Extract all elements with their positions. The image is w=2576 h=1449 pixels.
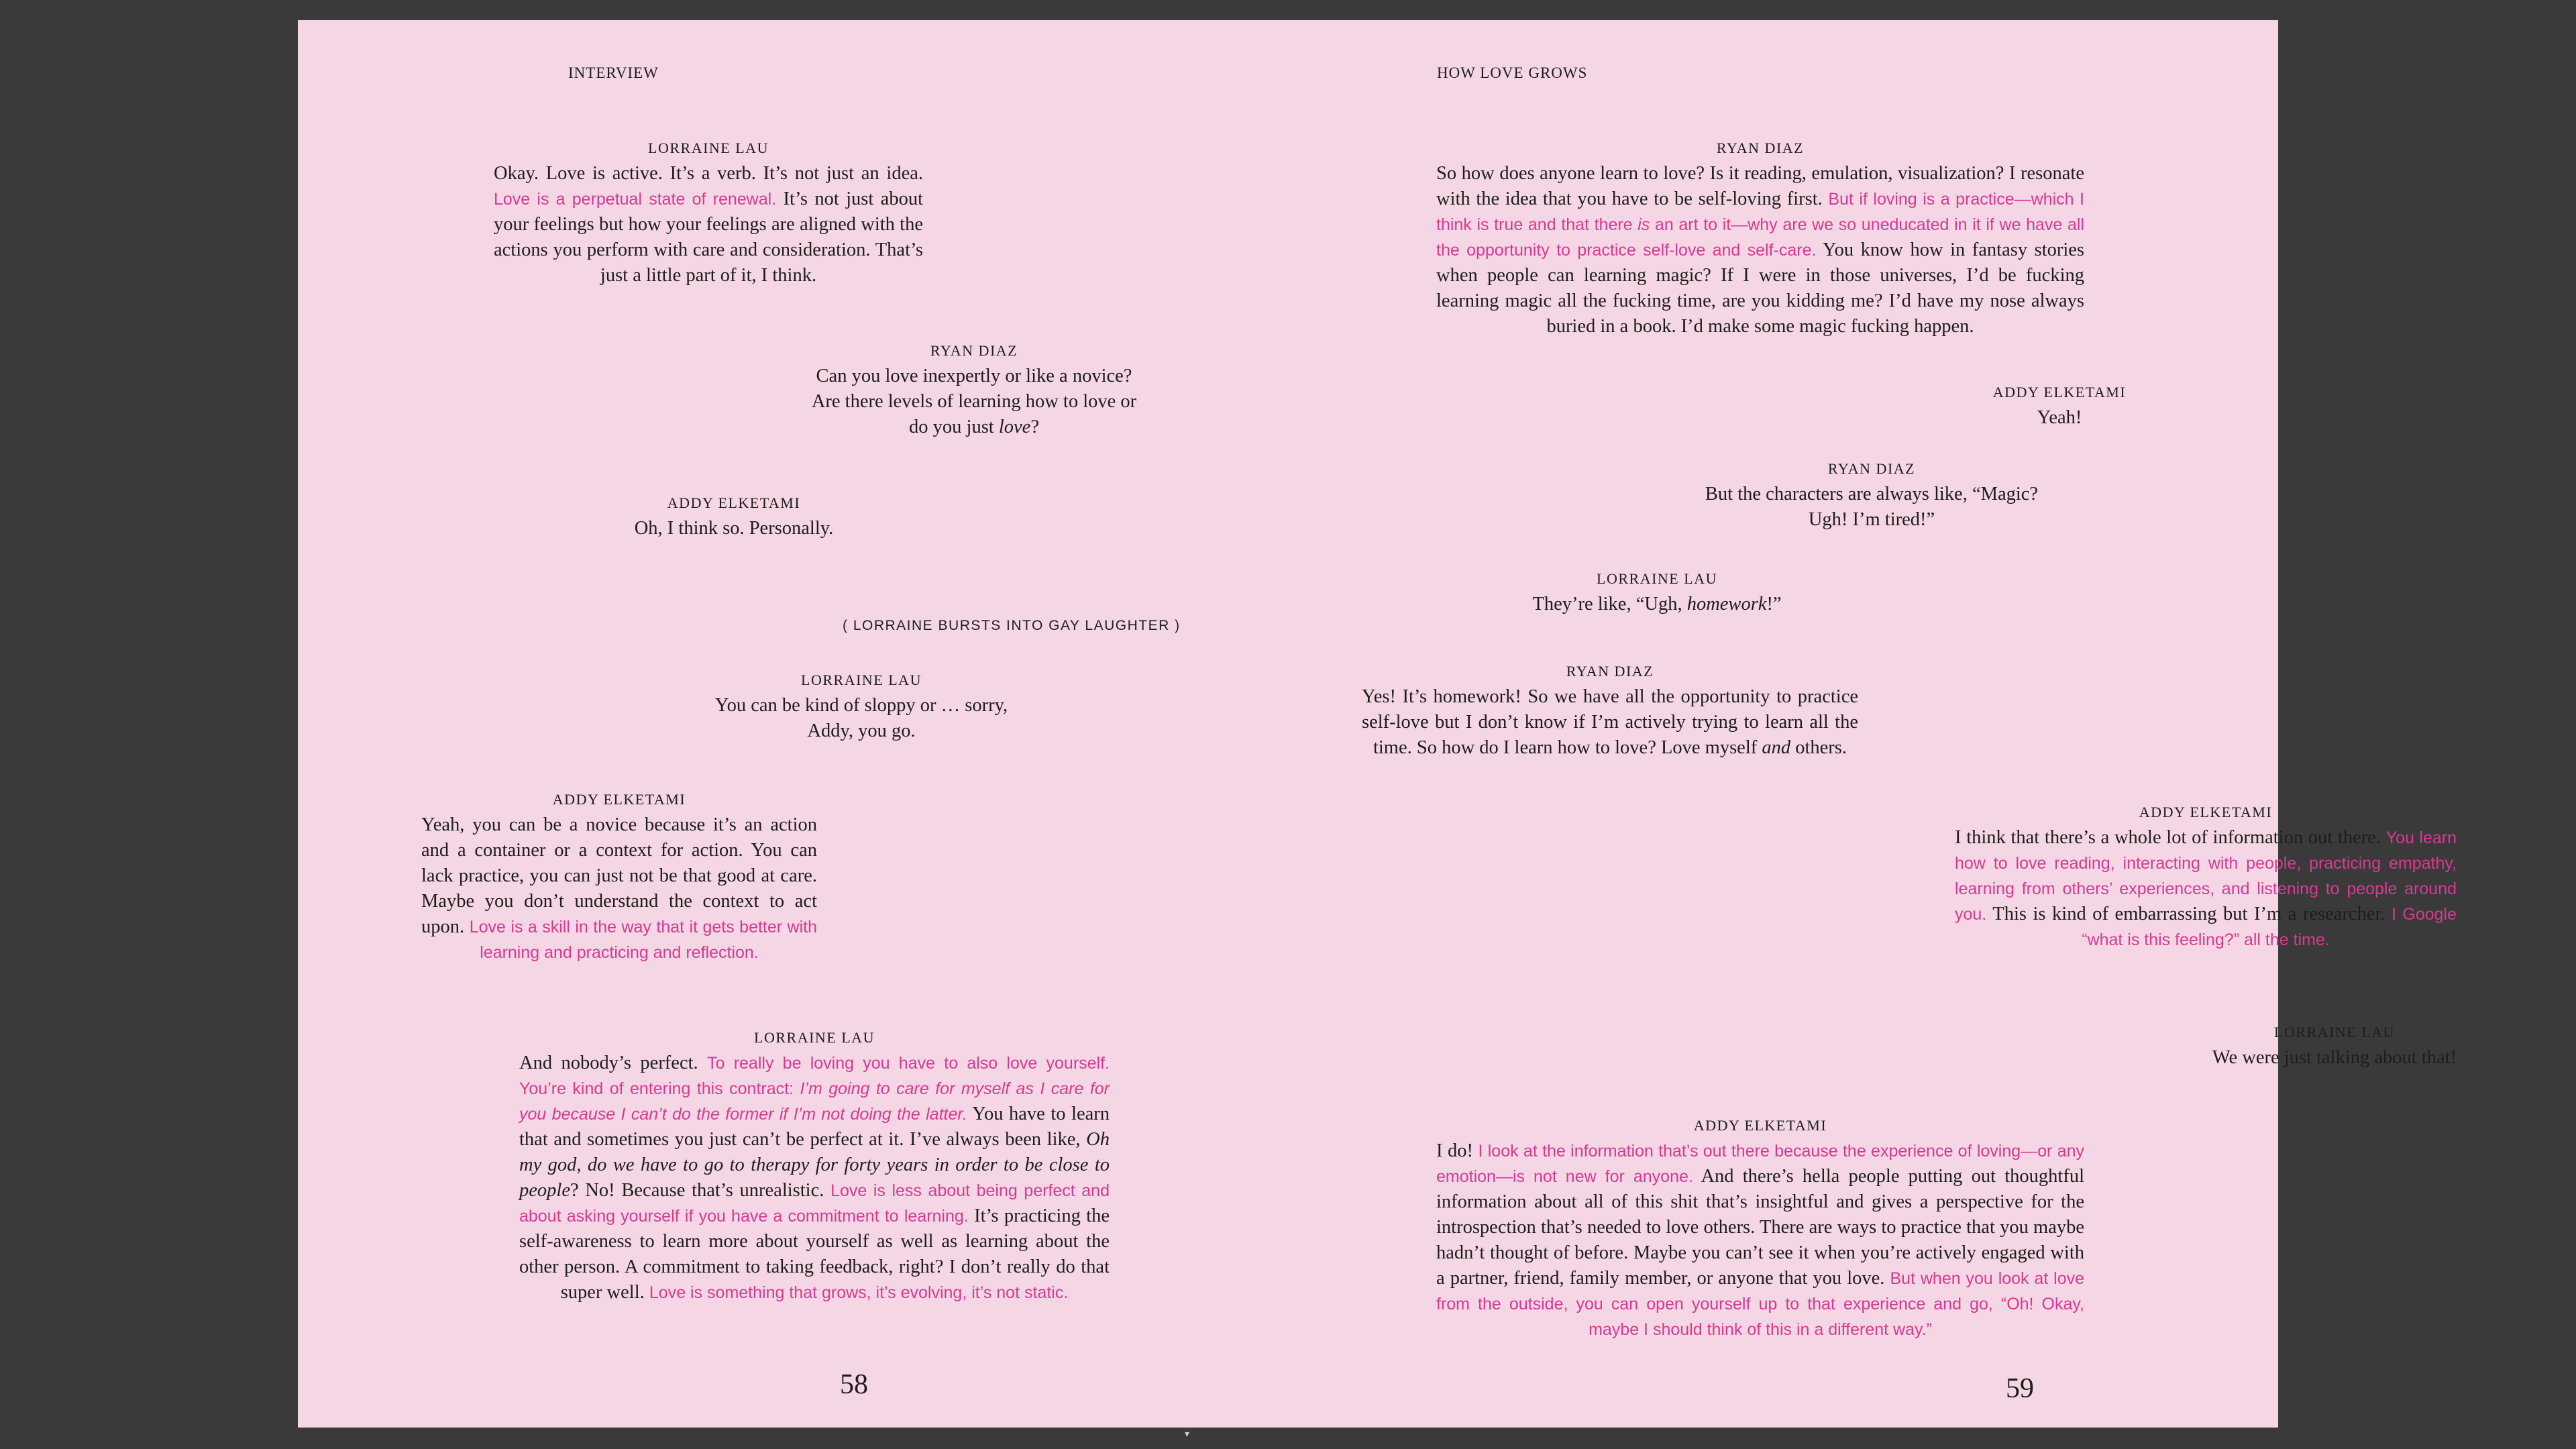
dialogue-block (806, 341, 1142, 440)
dialogue-text: Yeah, you can be a novice because it’s an action and a container or a context for action. You can lack practice, you can just not be that good at care. Maybe you don’t understand the context to act upon. Love is a skill in the way that it gets better with learning and practicing and reflection. (421, 814, 817, 962)
speaker-name: LORRAINE LAU (801, 672, 922, 688)
dialogue-block (494, 138, 923, 288)
highlight-quote-italic: I’m going to care for myself as I care for you because I can’t do the former if I’m not doing the latter. (519, 1079, 1110, 1124)
highlight-quote: an art to it—why are we so uneducated in it if we have all the opportunity to practice self-love and self-care. (1436, 215, 2084, 260)
dialogue-text: Okay. Love is active. It’s a verb. It’s not just an idea. Love is a perpetual state of renewal. It’s not just about your feelings but how your feelings are aligned with the actions you perform with care and consideration. That’s just a little part of it, I think. (494, 163, 923, 286)
page-number: 58 (840, 1369, 868, 1400)
highlight-quote: I look at the information that’s out there because the experience of loving—or any emotion—is not new for anyone. (1436, 1142, 2084, 1186)
highlight-quote: Love is a perpetual state of renewal. (494, 190, 777, 209)
highlight-quote-italic: is (1638, 215, 1650, 234)
dialogue-text: And nobody’s perfect. To really be loving you have to also love yourself. You’re kind of entering this contract: I’m going to care for myself as I care for you because I can’t do the former if I’m not doing the latter. You have to learn that and sometimes you just can’t be perfect at it. I’ve always been like, Oh my god, do we have to go to therapy for forty years in order to be close to people? No! Because that’s unrealistic. Love is less about being perfect and about asking yourself if you have a commitment to learning. It’s practicing the self-awareness to learn more about yourself as well as learning about the other person. A commitment to taking feedback, right? I don’t really do that super well. Love is something that grows, it’s evolving, it’s not static. (519, 1053, 1110, 1303)
dialogue-text: They’re like, “Ugh, homework!” (1532, 594, 1782, 614)
page-number: 59 (2006, 1373, 2034, 1404)
speaker-name: ADDY ELKETAMI (552, 791, 686, 808)
speaker-name: ADDY ELKETAMI (1693, 1117, 1827, 1134)
dialogue-block (1436, 1116, 2084, 1342)
speaker-name: ADDY ELKETAMI (1992, 384, 2127, 400)
book-spread (298, 20, 2457, 1428)
highlight-quote: I Google “what is this feeling?” all the time. (2082, 905, 2457, 949)
speaker-name: LORRAINE LAU (754, 1029, 875, 1046)
dialogue-text: Yeah! (2037, 407, 2082, 428)
dialogue-text: Oh, I think so. Personally. (634, 518, 834, 539)
speaker-name: RYAN DIAZ (1716, 140, 1805, 156)
dialogue-block (1362, 661, 1858, 761)
speaker-name: RYAN DIAZ (930, 342, 1018, 359)
running-head: INTERVIEW (568, 64, 659, 81)
dialogue-text: But the characters are always like, “Magic? Ugh! I’m tired!” (1705, 484, 2039, 530)
dialogue-text: We were just talking about that! (2212, 1047, 2457, 1068)
speaker-name: LORRAINE LAU (1597, 570, 1717, 587)
dialogue-text: Yes! It’s homework! So we have all the opportunity to practice self-love but I don’t know if I’m actively trying to learn all the time. So how do I learn how to love? Love myself and others. (1362, 686, 1858, 758)
dialogue-text: So how does anyone learn to love? Is it reading, emulation, visualization? I resonate with the idea that you have to be self-loving first. But if loving is a practice—which I think is true and that there is an art to it—why are we so uneducated in it if we have all the opportunity to practice self-love and self-care. You know how in fantasy stories when people can learning magic? If I were in those universes, I’d be fucking learning magic all the fucking time, are you kidding me? I’d have my nose always buried in a book. I’d make some magic fucking happen. (1436, 163, 2084, 337)
dialogue-block (1979, 382, 2140, 431)
highlight-quote: Love is a skill in the way that it gets better with learning and practicing and reflection. (469, 918, 817, 962)
stage-direction: ( LORRAINE BURSTS INTO GAY LAUGHTER ) (843, 618, 1181, 633)
highlight-quote: To really be loving you have to also love yourself. You’re kind of entering this contract: (519, 1054, 1110, 1098)
highlight-quote: But if loving is a practice—which I think is true and that there (1436, 190, 2084, 234)
left-page (298, 20, 1288, 1428)
dialogue-text: I do! I look at the information that’s out there because the experience of loving—or any emotion—is not new for anyone. And there’s hella people putting out thoughtful information about all of this shit that’s insightful and gives a perspective for the introspection that’s needed to love others. There are ways to practice that you maybe hadn’t thought of before. Maybe you can’t see it when you’re actively engaged with a partner, friend, family member, or anyone that you love. But when you look at love from the outside, you can open yourself up to that experience and go, “Oh! Okay, maybe I should think of this in a different way.” (1436, 1140, 2085, 1339)
dialogue-block (1704, 459, 2039, 533)
highlight-quote: But when you look at love from the outside, you can open yourself up to that experience and go, “Oh! Okay, maybe I should think of this in a different way.” (1436, 1269, 2085, 1339)
running-head: HOW LOVE GROWS (1437, 64, 1588, 81)
highlight-quote: You learn how to love reading, interacting with people, practicing empathy, learning from others’ experiences, and listening to people around you. (1955, 828, 2457, 924)
dialogue-block (1509, 569, 1805, 617)
speaker-name: LORRAINE LAU (648, 140, 769, 156)
speaker-name: RYAN DIAZ (1827, 460, 1916, 477)
dialogue-block (593, 493, 875, 541)
right-page (1288, 20, 2457, 1428)
dialogue-block (519, 1028, 1110, 1305)
dialogue-text: Can you love inexpertly or like a novice? Are there levels of learning how to love or do you just love? (811, 366, 1137, 437)
mouse-cursor-icon: ▾ (1185, 1429, 1190, 1440)
dialogue-block (714, 670, 1009, 744)
highlight-quote: Love is less about being perfect and about asking yourself if you have a commitment to learning. (519, 1181, 1110, 1226)
speaker-name: RYAN DIAZ (1566, 663, 1654, 680)
dialogue-text: I think that there’s a whole lot of information out there. You learn how to love reading, interacting with people, practicing empathy, learning from others’ experiences, and listening to people around you. This is kind of embarrassing but I’m a researcher. I Google “what is this feeling?” all the time. (1955, 827, 2457, 949)
dialogue-block (2194, 1022, 2475, 1071)
speaker-name: ADDY ELKETAMI (2139, 804, 2273, 820)
dialogue-block (421, 790, 817, 965)
dialogue-block (1955, 802, 2457, 953)
speaker-name: ADDY ELKETAMI (667, 494, 801, 511)
speaker-name: LORRAINE LAU (2274, 1024, 2395, 1040)
dialogue-block (1436, 138, 2084, 339)
dialogue-text: You can be kind of sloppy or … sorry, Addy, you go. (714, 695, 1008, 741)
highlight-quote: Love is something that grows, it’s evolving, it’s not static. (649, 1283, 1069, 1302)
